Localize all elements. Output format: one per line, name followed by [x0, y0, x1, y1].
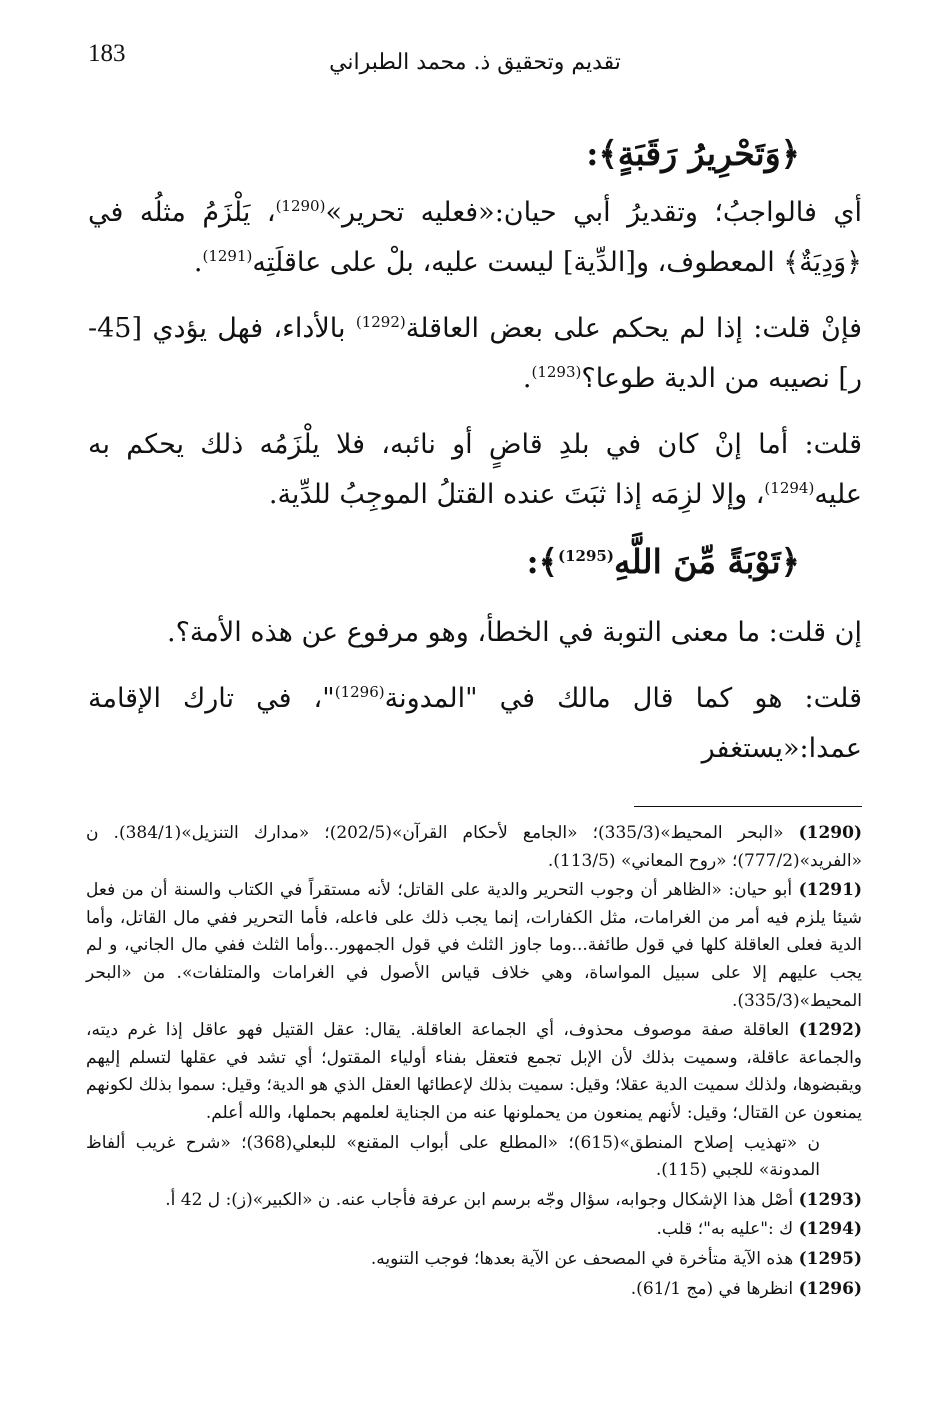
- paragraph-text: ، يَلْزَمُ مثلُه في ﴿وَدِيَةٌ﴾ المعطوف، و[الدِّية] ليست عليه، بلْ على عاقلَتِه: [88, 197, 862, 278]
- footnote-divider: [634, 806, 862, 807]
- verse-heading: [88, 534, 862, 590]
- footnote-number: (1293): [798, 1189, 862, 1210]
- footnote: [86, 877, 862, 1015]
- footnote-text: انظرها في (مج 61/1).: [630, 1278, 799, 1299]
- page-number: 183: [88, 40, 126, 67]
- footnote-text: العاقلة صفة موصوف محذوف، أي الجماعة العاقلة. يقال: عقل القتيل فهو عاقل إذا غرم ديته، والجماعة عاقلة، وسميت بذلك لأن الإبل تجمع فتعقل بفناء أولياء المقتول؛ أي تشد في عقلها لتسلم إليهم ويقبضوها، ولذلك سميت الدية عقلا؛ وقيل: سميت بذلك لإعطائها العقل الذي هو الدية؛ وقيل: سموا بذلك لكونهم يمنعون عن القتال؛ وقيل: لأنهم يمنعون من يحملونها عنه من الجناية لعلمهم بحملها، والله أعلم.: [86, 1020, 862, 1123]
- footnote: [86, 820, 862, 875]
- footnote-ref[interactable]: (1296): [334, 683, 385, 701]
- footnote-number: (1294): [798, 1219, 862, 1240]
- footnote: [86, 1216, 862, 1244]
- paragraph: [88, 674, 862, 774]
- footnote-text: هذه الآية متأخرة في المصحف عن الآية بعدها؛ فوجب التنويه.: [370, 1248, 799, 1269]
- paragraph: [88, 188, 862, 288]
- paragraph-text: .: [193, 247, 203, 278]
- paragraph-text: أي فالواجبُ؛ وتقديرُ أبي حيان:«فعليه تحرير»: [325, 197, 863, 228]
- running-header: تقديم وتحقيق ذ. محمد الطبراني: [329, 50, 621, 75]
- footnote-text: أصْل هذا الإشكال وجوابه، سؤال وجّه برسم ابن عرفة فأجاب عنه. ن «الكبير»(ز): ل 42 أ.: [165, 1189, 799, 1210]
- footnote-ref[interactable]: (1291): [202, 247, 253, 265]
- paragraph-text: "، في تارك الإقامة عمدا:«يستغفر: [88, 683, 862, 764]
- paragraph-text: بالأداء، فهل يؤدي [45-ر] نصيبه من الدية طوعا؟: [88, 313, 862, 394]
- footnote-number: (1291): [798, 880, 862, 901]
- footnote: [86, 1246, 862, 1274]
- footnote: [86, 1017, 862, 1127]
- footnote-continuation: ن «تهذيب إصلاح المنطق»(615)؛ «المطلع على أبواب المقنع» للبعلي(368)؛ «شرح غريب ألفاظ المدونة» للجبي (115).: [86, 1132, 820, 1181]
- footnote-text: ك :"عليه به"؛ قلب.: [656, 1219, 799, 1240]
- paragraph-text: قلت: أما إنْ كان في بلدِ قاضٍ أو نائبه، فلا يلْزَمُه ذلك يحكم به عليه: [88, 429, 862, 510]
- paragraph-text: قلت: هو كما قال مالك في "المدونة: [384, 683, 863, 714]
- paragraph-text: ، وإلا لزِمَه إذا ثبَتَ عنده القتلُ الموجِبُ للدِّية.: [268, 479, 765, 510]
- verse-heading-text: ﴿تَوْبَةً مِّنَ اللَّهِ: [613, 542, 800, 581]
- paragraph: إن قلت: ما معنى التوبة في الخطأ، وهو مرفوع عن هذه الأمة؟.: [166, 617, 862, 648]
- paragraph: [88, 420, 862, 520]
- footnote-ref[interactable]: (1294): [764, 479, 815, 497]
- verse-heading: ﴿وَتَحْرِيرُ رَقَبَةٍ﴾:: [586, 134, 800, 173]
- footnote-text: أبو حيان: «الظاهر أن وجوب التحرير والدية على القاتل؛ لأنه مستقراً في الكتاب والسنة أن من فعل شيئا يلزم فيه أمر من الغرامات، مثل الكفارات، إنما يجب ذلك على فاعله، فأما التحرير ففي مال القاتل، وأما الدية فعلى العاقلة كلها في قول طائفة...وما جاوز الثلث في قول الجمهور...وأما الثلث ففي مال الجاني، و لم يجب عليهم إلا على سبيل المواساة، وهي خلاف قياس الأصول في الغرامات والمتلفات». من «البحر المحيط»(335/3).: [86, 880, 862, 1011]
- paragraph: [88, 304, 862, 404]
- paragraph-text: فإنْ قلت: إذا لم يحكم على بعض العاقلة: [405, 313, 863, 344]
- footnote: [86, 1276, 862, 1304]
- paragraph-text: .: [522, 363, 532, 394]
- footnote-number: (1292): [798, 1020, 862, 1041]
- footnote-number: (1290): [798, 823, 862, 843]
- footnote-ref[interactable]: (1293): [531, 363, 582, 381]
- footnotes: [86, 820, 862, 1305]
- footnote-number: (1296): [798, 1278, 862, 1299]
- verse-heading-text: ﴾:: [526, 542, 558, 581]
- footnote-ref[interactable]: (1292): [355, 313, 406, 331]
- footnote-text: «البحر المحيط»(335/3)؛ «الجامع لأحكام القرآن»(202/5)؛ «مدارك التنزيل»(384/1). ن «الفريد»(777/2)؛ «روح المعاني» (113/5).: [86, 823, 862, 871]
- footnote-ref[interactable]: (1295): [557, 547, 614, 565]
- main-text: [88, 126, 862, 790]
- footnote-number: (1295): [798, 1248, 862, 1269]
- footnote: [86, 1187, 862, 1215]
- footnote-ref[interactable]: (1290): [275, 197, 326, 215]
